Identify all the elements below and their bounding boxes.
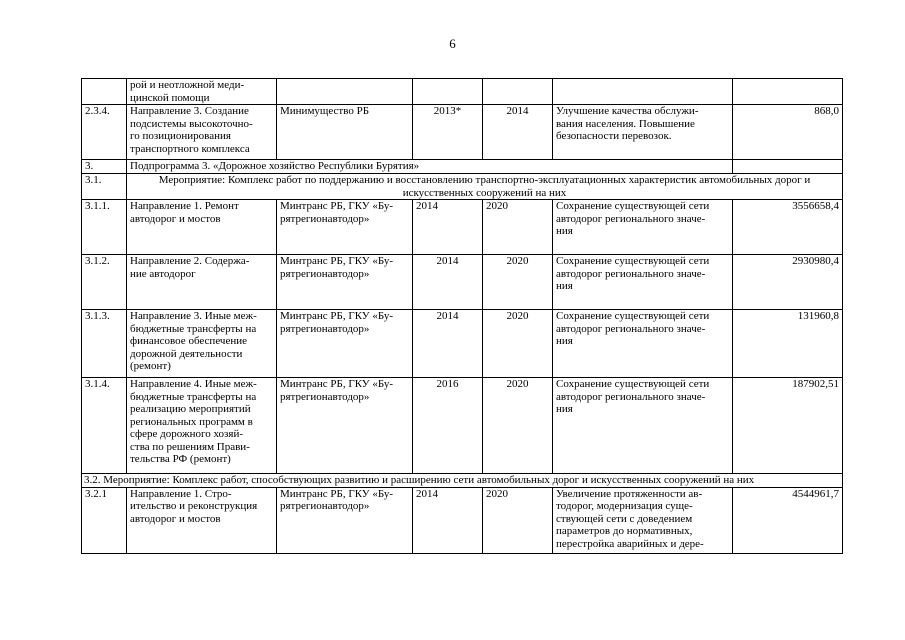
cell-start: 2013* — [413, 105, 483, 160]
cell-direction: Направление 2. Содержа- ние автодорог — [127, 255, 277, 310]
cell-direction: Направление 4. Иные меж- бюджетные трансферты на реализацию мероприятий региональных программ в сфере дорожного хозяй- ства по решениям Прави- тельства РФ (ремонт) — [127, 378, 277, 474]
cell-end: 2020 — [483, 310, 553, 378]
cell-end: 2020 — [483, 487, 553, 553]
measure-row — [82, 474, 843, 488]
cell-num: 3.1. — [82, 174, 127, 200]
page-number: 6 — [449, 36, 456, 51]
program-table — [81, 78, 843, 554]
cell-start: 2016 — [413, 378, 483, 474]
table-row — [82, 105, 843, 160]
measure-title: Мероприятие: Комплекс работ по поддержанию и восстановлению транспортно-эксплуатационных характеристик автомобильных дорог и искусственных сооружений на них — [127, 174, 843, 200]
cell-start: 2014 — [413, 255, 483, 310]
cell-amount — [733, 79, 843, 105]
measure-title: 3.2. Мероприятие: Комплекс работ, способствующих развитию и расширению сети автомобильных дорог и искусственных сооружений на них — [82, 474, 843, 488]
cell-executor — [277, 79, 413, 105]
cell-num: 3. — [82, 160, 127, 174]
cell-end: 2020 — [483, 200, 553, 255]
cell-amount: 131960,8 — [733, 310, 843, 378]
cell-executor: Минтранс РБ, ГКУ «Бу- рятрегионавтодор» — [277, 255, 413, 310]
cell-result: Увеличение протяженности ав- тодорог, модернизация суще- ствующей сети с доведением параметров до нормативных, перестройка аварийных и дере- — [553, 487, 733, 553]
cell-direction: Направление 3. Иные меж- бюджетные трансферты на финансовое обеспечение дорожной деятельности (ремонт) — [127, 310, 277, 378]
cell-num — [82, 79, 127, 105]
cell-result: Сохранение существующей сети автодорог регионального значе- ния — [553, 255, 733, 310]
table-row-continuation — [82, 79, 843, 105]
cell-amount: 2930980,4 — [733, 255, 843, 310]
cell-direction: Направление 1. Стро- ительство и реконструкция автодорог и мостов — [127, 487, 277, 553]
cell-num: 3.1.4. — [82, 378, 127, 474]
cell-result: Улучшение качества обслужи- вания населения. Повышение безопасности перевозок. — [553, 105, 733, 160]
cell-executor: Минтранс РБ, ГКУ «Бу- рятрегионавтодор» — [277, 200, 413, 255]
cell-result: Сохранение существующей сети автодорог регионального значе- ния — [553, 200, 733, 255]
table-row — [82, 200, 843, 255]
cell-start: 2014 — [413, 200, 483, 255]
cell-amount: 3556658,4 — [733, 200, 843, 255]
cell-direction: Направление 1. Ремонт автодорог и мостов — [127, 200, 277, 255]
table-row — [82, 487, 843, 553]
cell-start: 2014 — [413, 310, 483, 378]
cell-result: Сохранение существующей сети автодорог регионального значе- ния — [553, 310, 733, 378]
table-row — [82, 378, 843, 474]
cell-executor: Минтранс РБ, ГКУ «Бу- рятрегионавтодор» — [277, 378, 413, 474]
cell-num: 3.1.2. — [82, 255, 127, 310]
cell-end: 2020 — [483, 378, 553, 474]
cell-start: 2014 — [413, 487, 483, 553]
cell-num: 3.2.1 — [82, 487, 127, 553]
cell-result — [553, 79, 733, 105]
cell-amount: 868,0 — [733, 105, 843, 160]
table-row — [82, 255, 843, 310]
cell-executor: Минтранс РБ, ГКУ «Бу- рятрегионавтодор» — [277, 487, 413, 553]
cell-end: 2020 — [483, 255, 553, 310]
cell-executor: Минтранс РБ, ГКУ «Бу- рятрегионавтодор» — [277, 310, 413, 378]
cell-start — [413, 79, 483, 105]
cell-result: Сохранение существующей сети автодорог регионального значе- ния — [553, 378, 733, 474]
cell-executor: Минимущество РБ — [277, 105, 413, 160]
cell-direction: Направление 3. Создание подсистемы высокоточно- го позиционирования транспортного комплекса — [127, 105, 277, 160]
subprogram-title: Подпрограмма 3. «Дорожное хозяйство Республики Бурятия» — [127, 160, 733, 174]
table-row — [82, 310, 843, 378]
cell-end — [483, 79, 553, 105]
cell-num: 2.3.4. — [82, 105, 127, 160]
cell-amount: 187902,51 — [733, 378, 843, 474]
cell-amount — [733, 160, 843, 174]
cell-end: 2014 — [483, 105, 553, 160]
cell-num: 3.1.1. — [82, 200, 127, 255]
subprogram-row — [82, 160, 843, 174]
measure-row — [82, 174, 843, 200]
cell-direction: рой и неотложной меди- цинской помощи — [127, 79, 277, 105]
cell-amount: 4544961,7 — [733, 487, 843, 553]
cell-num: 3.1.3. — [82, 310, 127, 378]
